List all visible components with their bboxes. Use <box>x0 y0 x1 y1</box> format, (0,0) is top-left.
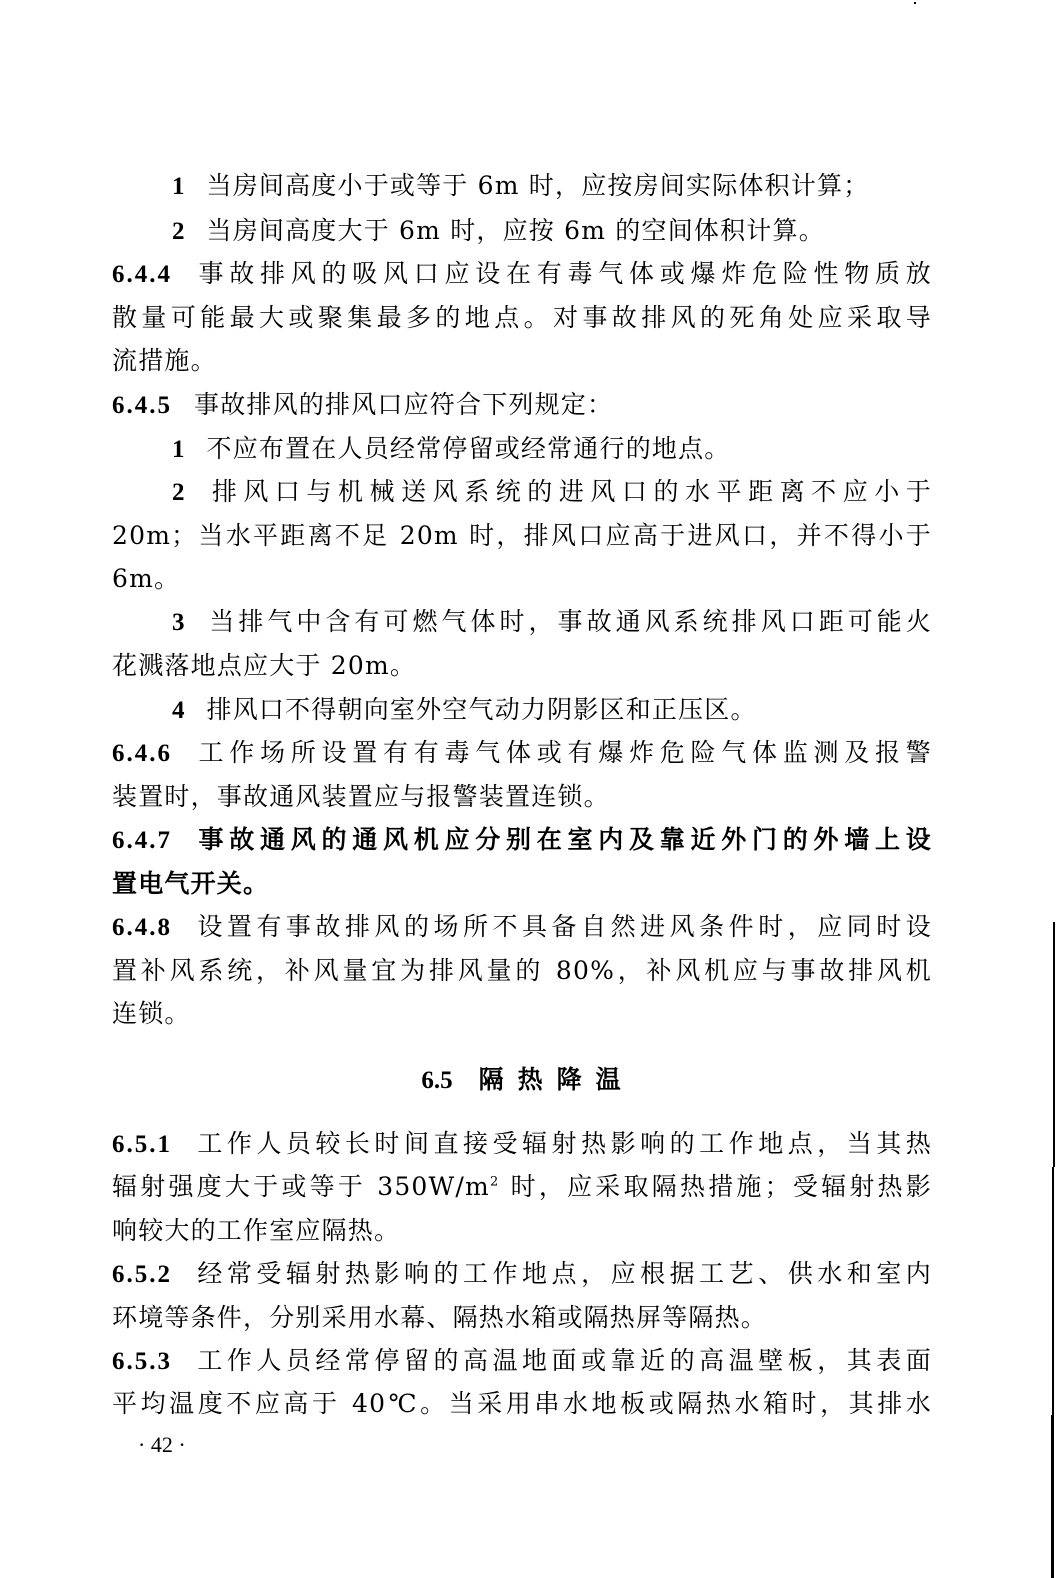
clause-6-4-4 <box>112 254 932 294</box>
clause-text: 事故排风的排风口应符合下列规定： <box>194 390 614 419</box>
clause-text: 工作场所设置有有毒气体或有爆炸危险气体监测及报警 <box>194 738 932 767</box>
clause-number: 6.4.8 <box>112 914 172 941</box>
clause-6-5-1 <box>112 1124 932 1164</box>
clause-6-4-8 <box>112 907 932 947</box>
scan-corner-mark <box>914 2 916 4</box>
item-number: 3 <box>172 609 185 636</box>
section-number: 6.5 <box>421 1067 453 1094</box>
item-text: 当排气中含有可燃气体时，事故通风系统排风口距可能火 <box>206 607 932 636</box>
list-item <box>172 211 932 251</box>
paragraph-line: 装置时，事故通风装置应与报警装置连锁。 <box>112 782 610 811</box>
list-item <box>172 472 932 512</box>
item-number: 2 <box>172 479 185 506</box>
paragraph-line: 6m。 <box>112 564 181 593</box>
clause-text: 设置有事故排风的场所不具备自然进风条件时，应同时设 <box>194 912 932 941</box>
paragraph-line <box>112 1167 932 1207</box>
clause-number: 6.4.7 <box>112 827 172 854</box>
list-item <box>172 690 932 730</box>
scan-edge-line <box>1051 1415 1054 1578</box>
item-text: 排风口不得朝向室外空气动力阴影区和正压区。 <box>206 695 757 724</box>
item-text: 当房间高度大于 6m 时，应按 6m 的空间体积计算。 <box>206 216 825 245</box>
clause-text: 事故排风的吸风口应设在有毒气体或爆炸危险性物质放 <box>194 259 932 288</box>
list-item <box>172 429 932 469</box>
paragraph-line: 连锁。 <box>112 999 191 1028</box>
text-segment: 时，应采取隔热措施；受辐射热影 <box>499 1172 932 1201</box>
section-title: 隔热降温 <box>478 1065 635 1094</box>
paragraph-line: 置电气开关。 <box>112 869 270 898</box>
item-text: 不应布置在人员经常停留或经常通行的地点。 <box>206 434 731 463</box>
clause-text: 经常受辐射热影响的工作地点，应根据工艺、供水和室内 <box>194 1259 932 1288</box>
clause-number: 6.4.6 <box>112 740 172 767</box>
section-heading <box>0 1060 1056 1101</box>
clause-text: 工作人员较长时间直接受辐射热影响的工作地点，当其热 <box>194 1129 932 1158</box>
clause-number: 6.5.1 <box>112 1131 172 1158</box>
item-text: 排风口与机械送风系统的进风口的水平距离不应小于 <box>206 477 932 506</box>
clause-6-4-6 <box>112 733 932 773</box>
paragraph-line: 响较大的工作室应隔热。 <box>112 1216 401 1245</box>
clause-6-4-5 <box>112 385 932 425</box>
paragraph-line: 花溅落地点应大于 20m。 <box>112 651 417 680</box>
text-segment: 辐射强度大于或等于 350W/m <box>112 1172 490 1201</box>
clause-number: 6.4.5 <box>112 392 172 419</box>
clause-text: 事故通风的通风机应分别在室内及靠近外门的外墙上设 <box>194 825 932 854</box>
item-number: 1 <box>172 173 185 200</box>
scan-edge-line <box>1053 922 1055 1167</box>
list-item <box>172 602 932 642</box>
clause-6-5-2 <box>112 1254 932 1294</box>
paragraph-line: 置补风系统，补风量宜为排风量的 80%，补风机应与事故排风机 <box>112 956 932 985</box>
clause-6-4-7 <box>112 820 932 860</box>
page-number: · 42 · <box>138 1432 186 1457</box>
paragraph-line: 环境等条件，分别采用水幕、隔热水箱或隔热屏等隔热。 <box>112 1303 768 1332</box>
clause-number: 6.5.2 <box>112 1261 172 1288</box>
item-number: 2 <box>172 218 185 245</box>
clause-text: 工作人员经常停留的高温地面或靠近的高温壁板，其表面 <box>194 1346 932 1375</box>
paragraph-line: 20m；当水平距离不足 20m 时，排风口应高于进风口，并不得小于 <box>112 521 932 550</box>
item-number: 1 <box>172 436 185 463</box>
list-item <box>172 166 932 206</box>
paragraph-line: 流措施。 <box>112 346 217 375</box>
clause-6-5-3 <box>112 1341 932 1381</box>
item-number: 4 <box>172 697 185 724</box>
clause-number: 6.5.3 <box>112 1348 172 1375</box>
item-text: 当房间高度小于或等于 6m 时，应按房间实际体积计算； <box>206 171 870 200</box>
paragraph-line: 散量可能最大或聚集最多的地点。对事故排风的死角处应采取导 <box>112 303 932 332</box>
superscript: 2 <box>489 1174 500 1190</box>
paragraph-line: 平均温度不应高于 40℃。当采用串水地板或隔热水箱时，其排水 <box>112 1389 932 1418</box>
scan-edge-line <box>1052 1167 1054 1417</box>
clause-number: 6.4.4 <box>112 261 172 288</box>
